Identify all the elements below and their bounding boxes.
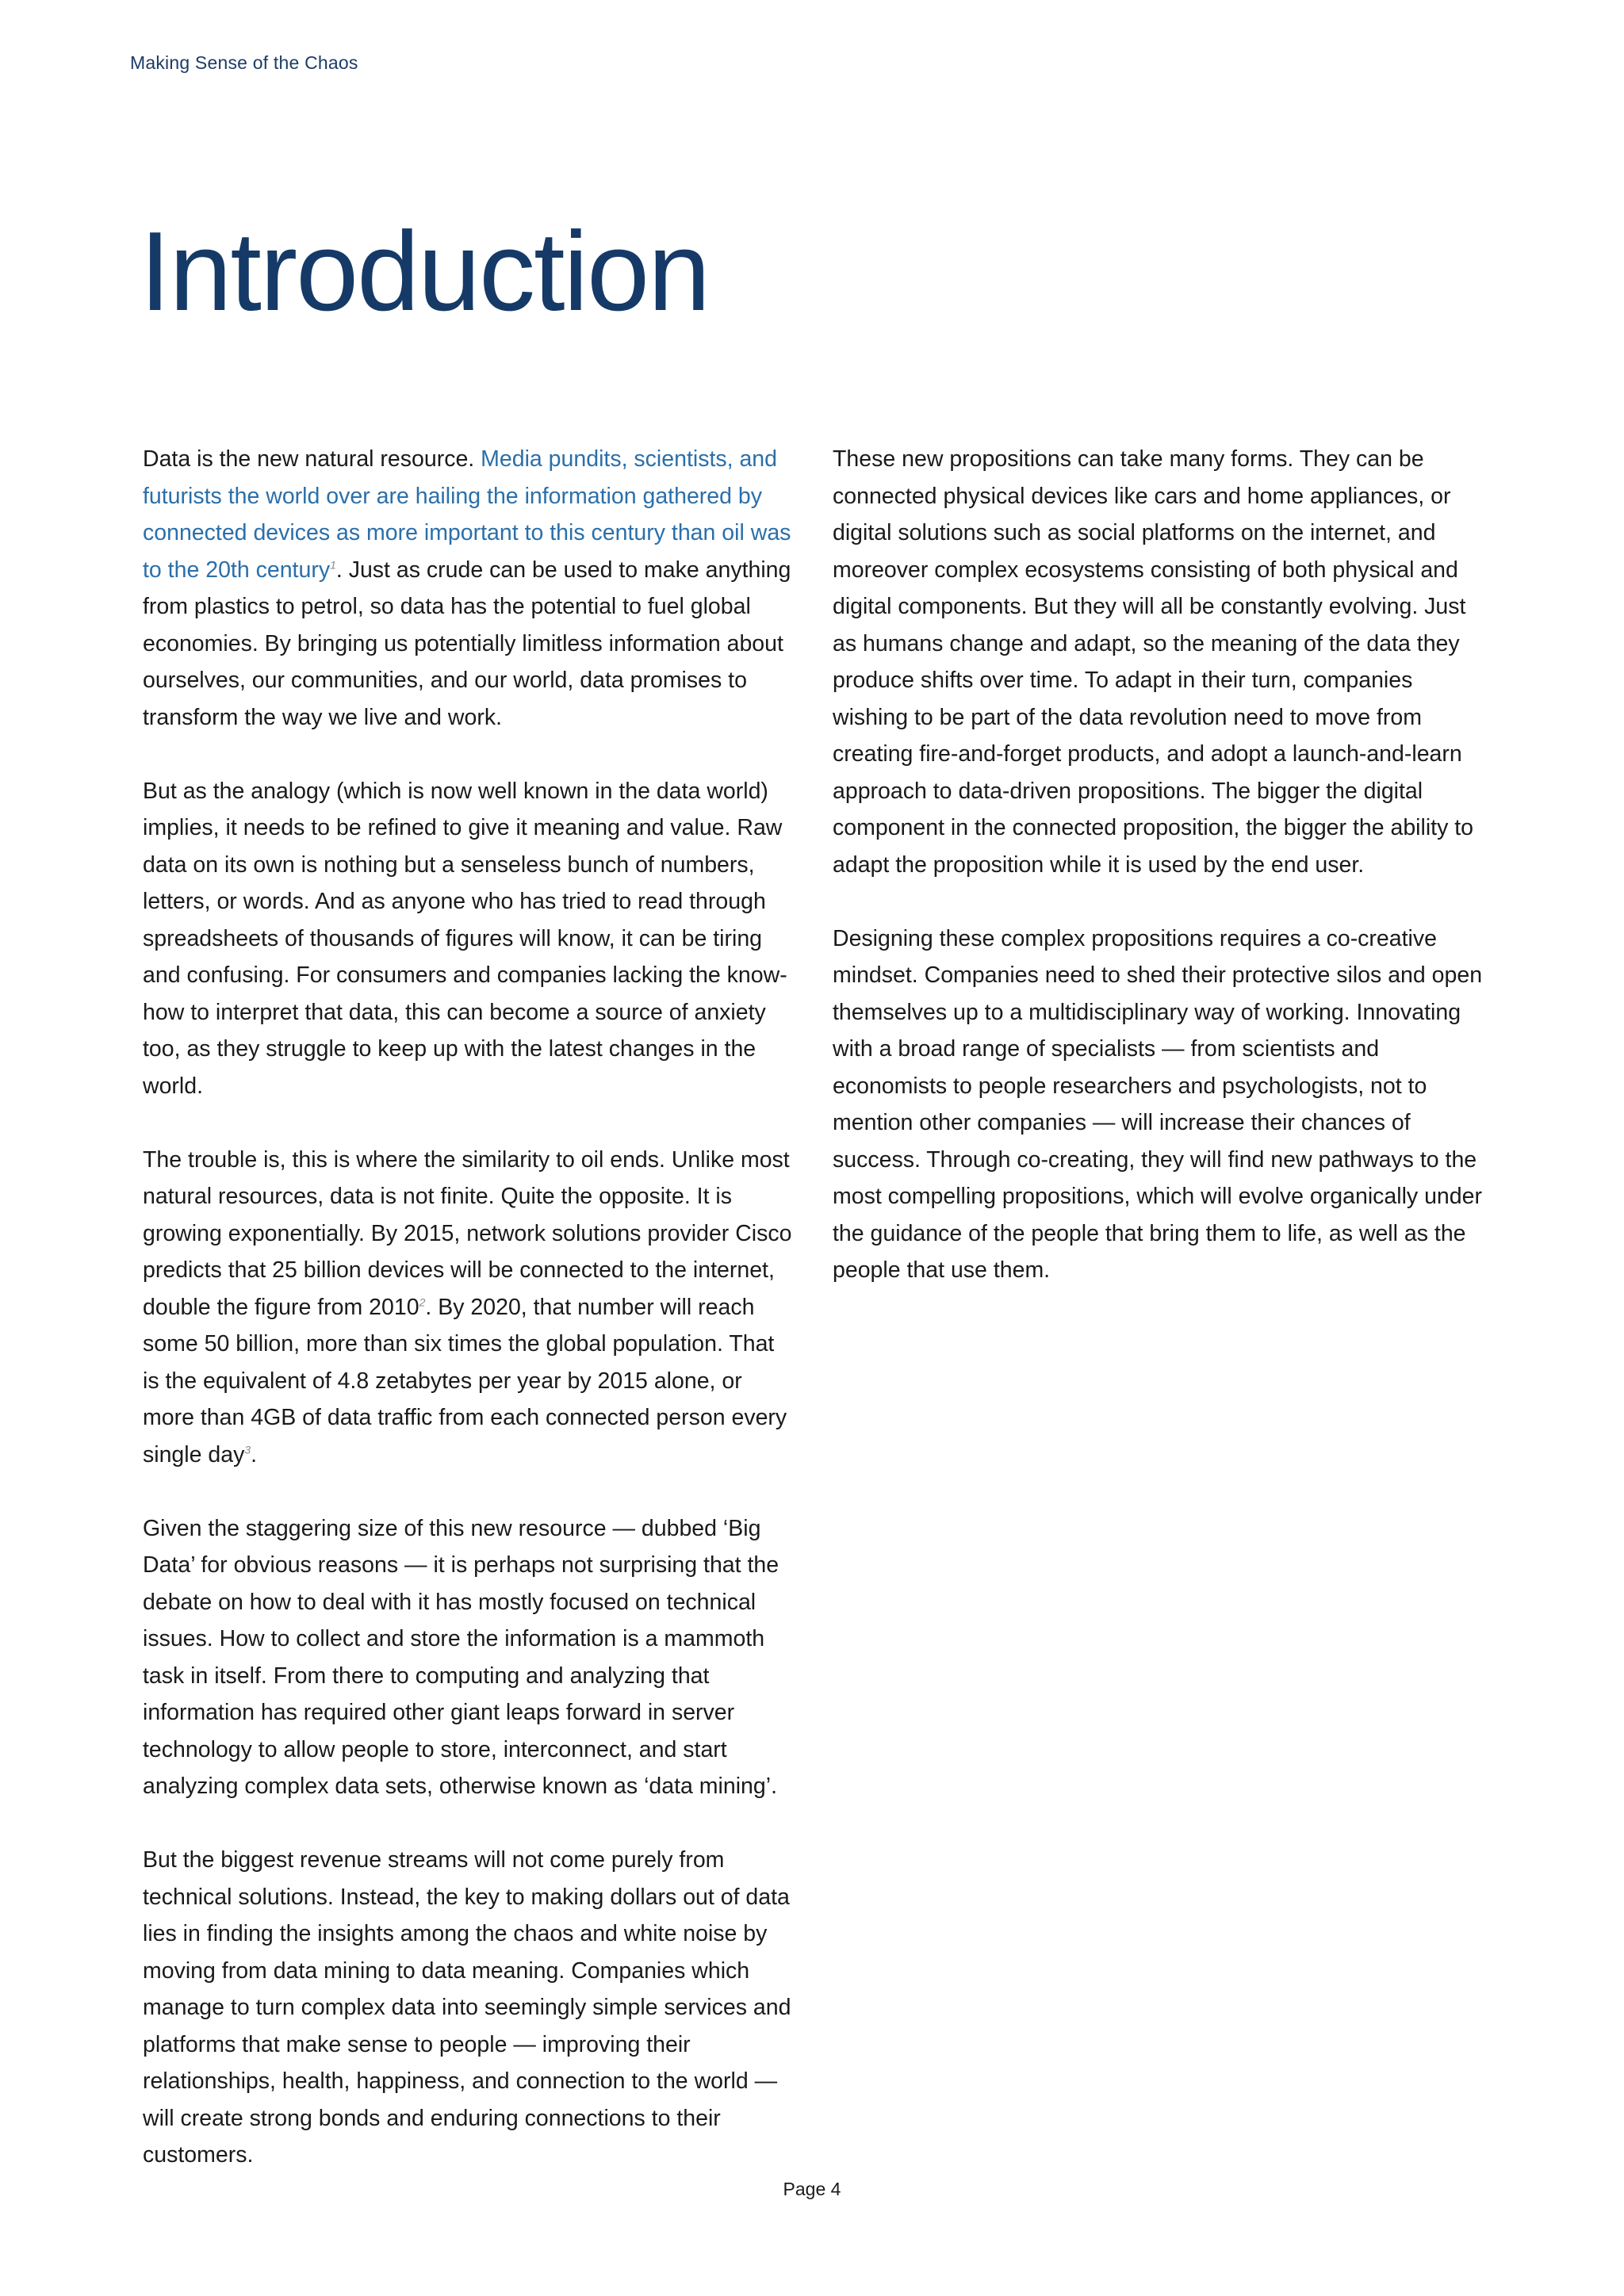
right-column: [833, 441, 1483, 1326]
paragraph-4: Given the staggering size of this new resource — dubbed ‘Big Data’ for obvious reasons — it is perhaps not surprising that the debate on how to deal with it has mostly focused on technical issues. How to collect and store the information is a mammoth task in itself. From there to computing and analyzing that information has required other giant leaps forward in server technology to allow people to store, interconnect, and start analyzing complex data sets, otherwise known as ‘data mining’.: [143, 1515, 779, 1799]
paragraph-3-part-b: . By 2020, that number will reach some 50 billion, more than six times the global population. That is the equivalent of 4.8 zetabytes per year by 2015 alone, or more than 4GB of data traffic from each connected person every single day: [143, 1294, 787, 1468]
paragraph-3-part-a: The trouble is, this is where the similarity to oil ends. Unlike most natural resources, data is not finite. Quite the opposite. It is growing exponentially. By 2015, network solutions provider Cisco predicts that 25 billion devices will be connected to the internet, double the figure from 2010: [143, 1146, 792, 1320]
paragraph-6: These new propositions can take many forms. They can be connected physical devices like cars and home appliances, or digital solutions such as social platforms on the internet, and moreover complex ecosystems consisting of both physical and digital components. But they will all be constantly evolving. Just as humans change and adapt, so the meaning of the data they produce shifts over time. To adapt in their turn, companies wishing to be part of the data revolution need to move from creating fire-and-forget products, and adopt a launch-and-learn approach to data-driven propositions. The bigger the digital component in the connected proposition, the bigger the ability to adapt the proposition while it is used by the end user.: [833, 446, 1474, 878]
running-header: Making Sense of the Chaos: [130, 52, 358, 73]
paragraph-2: But as the analogy (which is now well known in the data world) implies, it needs to be refined to give it meaning and value. Raw data on its own is nothing but a senseless bunch of numbers, letters, or words. And as anyone who has tried to read through spreadsheets of thousands of figures will know, it can be tiring and confusing. For consumers and companies lacking the know-how to interpret that data, this can become a source of anxiety too, as they struggle to keep up with the latest changes in the world.: [143, 778, 787, 1099]
paragraph-3-part-c: .: [251, 1441, 258, 1468]
footnote-ref-1[interactable]: 1: [330, 558, 336, 571]
page-title: Introduction: [140, 209, 710, 335]
paragraph-3: [143, 1142, 795, 1474]
footnote-ref-2[interactable]: 2: [419, 1295, 426, 1308]
paragraph-1-intro: Data is the new natural resource.: [143, 446, 481, 472]
page-number: Page 4: [783, 2179, 841, 2199]
paragraph-7: Designing these complex propositions requires a co-creative mindset. Companies need to shed their protective silos and open themselves up to a multidisciplinary way of working. Innovating with a broad range of specialists — from scientists and economists to people researchers and psychologists, not to mention other companies — will increase their chances of success. Through co-creating, they will find new pathways to the most compelling propositions, which will evolve organically under the guidance of the people that bring them to life, as well as the people that use them.: [833, 925, 1483, 1283]
highlighted-quote: Media pundits, scientists, and futurists the world over are hailing the information gathered by connected devices as more important to this century than oil was to the 20th century: [143, 446, 791, 583]
footnote-ref-3[interactable]: 3: [244, 1443, 251, 1456]
left-column: [143, 441, 795, 2210]
paragraph-5: But the biggest revenue streams will not come purely from technical solutions. Instead, the key to making dollars out of data lies in finding the insights among the chaos and white noise by moving from data mining to data meaning. Companies which manage to turn complex data into seemingly simple services and platforms that make sense to people — improving their relationships, health, happiness, and connection to the world — will create strong bonds and enduring connections to their customers.: [143, 1847, 791, 2168]
paragraph-1-rest: . Just as crude can be used to make anything from plastics to petrol, so data has the potential to fuel global economies. By bringing us potentially limitless information about ourselves, our communities, and our world, data promises to transform the way we live and work.: [143, 557, 791, 730]
paragraph-1: [143, 441, 795, 736]
